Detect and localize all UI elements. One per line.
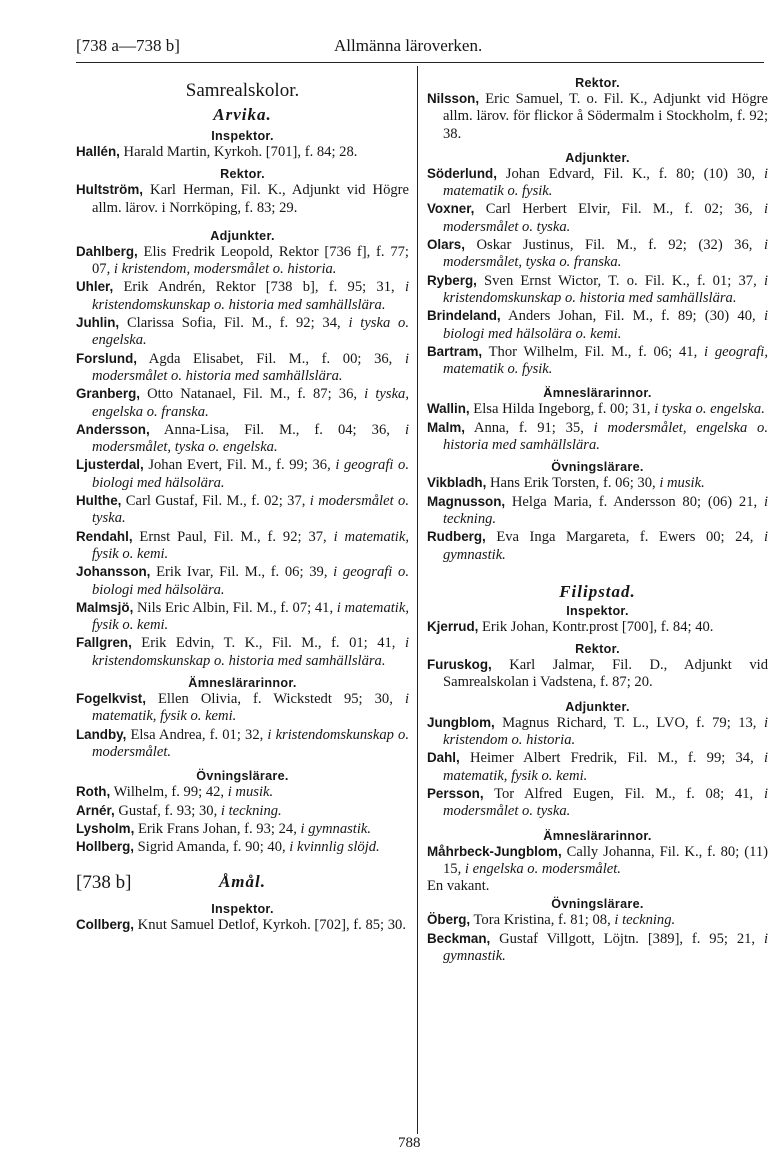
teaching-subjects: i matematik, fysik o. kemi.: [92, 691, 409, 725]
staff-entry: [427, 307, 768, 343]
staff-details: Wilhelm, f. 99; 42,: [110, 784, 228, 801]
heading-adjunkter: Adjunkter.: [210, 228, 275, 243]
teaching-subjects: i geografi, matematik o. fysik.: [443, 343, 768, 378]
staff-details: Elis Fredrik Leopold, Rektor [736 f], f. 77; 07,: [92, 243, 409, 278]
teaching-subjects: i modersmålet, engelska o. historia med samhällslära.: [443, 419, 768, 454]
staff-details: Ernst Paul, Fil. M., f. 92; 37,: [132, 528, 334, 545]
staff-entry: [76, 243, 409, 279]
staff-name: Granberg,: [76, 386, 140, 402]
staff-entry: [427, 843, 768, 879]
staff-details: Elsa Andrea, f. 01; 32,: [126, 726, 268, 743]
staff-details: Carl Herbert Elvir, Fil. M., f. 02; 36,: [474, 201, 764, 218]
staff-name: Landby,: [76, 726, 127, 742]
staff-details: Anna, f. 91; 35,: [464, 419, 594, 436]
staff-details: Helga Maria, f. Andersson 80; (06) 21,: [505, 493, 764, 510]
heading-rektor: Rektor.: [220, 167, 265, 182]
staff-name: Hollberg,: [76, 839, 135, 855]
staff-name: Fogelkvist,: [76, 691, 146, 707]
header-rule: [76, 62, 764, 63]
staff-details: Gustaf, f. 93; 30,: [114, 802, 221, 819]
staff-entry: [427, 785, 768, 821]
teaching-subjects: i biologi med hälsolära o. kemi.: [443, 308, 768, 342]
staff-entry: [76, 528, 409, 564]
teaching-subjects: i kristendomskunskap o. modersmålet.: [92, 726, 409, 760]
heading-amneslararinnor: Ämneslärarinnor.: [543, 828, 652, 843]
staff-details: Agda Elisabet, Fil. M., f. 00; 36,: [137, 350, 405, 367]
heading-inspektor: Inspektor.: [211, 902, 274, 917]
staff-details: Knut Samuel Detlof, Kyrkoh. [702], f. 85; 30.: [134, 917, 407, 934]
vacancy-note: En vakant.: [427, 878, 490, 895]
staff-entry: [76, 599, 409, 635]
staff-entry: [427, 419, 768, 455]
staff-name: Kjerrud,: [427, 618, 479, 634]
teaching-subjects: i matematik, fysik o. kemi.: [92, 599, 409, 634]
staff-details: Cally Johanna, Fil. K., f. 80; (11) 15,: [443, 843, 768, 877]
heading-adjunkter: Adjunkter.: [565, 150, 630, 165]
heading-ovningslarare: Övningslärare.: [551, 897, 644, 912]
amneslararinnor-list: [76, 690, 409, 761]
staff-name: Beckman,: [427, 930, 491, 946]
page-number: 788: [398, 1135, 421, 1151]
staff-entry: [427, 749, 768, 785]
staff-name: Andersson,: [76, 421, 150, 437]
teaching-subjects: i gymnastik.: [443, 529, 768, 563]
staff-details: Carl Gustaf, Fil. M., f. 02; 37,: [121, 493, 310, 510]
staff-details: Erik Ivar, Fil. M., f. 06; 39,: [150, 564, 334, 581]
staff-name: Nilsson,: [427, 91, 480, 106]
staff-name: Bartram,: [427, 343, 483, 359]
staff-entry: [76, 456, 409, 492]
teaching-subjects: i gymnastik.: [443, 930, 768, 964]
teaching-subjects: i kristendomskunskap o. historia med samhällslära.: [443, 272, 768, 306]
rektor-list: [427, 656, 768, 692]
teaching-subjects: i matematik, fysik o. kemi.: [92, 528, 409, 562]
staff-details: Erik Frans Johan, f. 93; 24,: [134, 820, 301, 837]
inspektor-list: [427, 618, 768, 636]
running-header: [76, 36, 764, 60]
column-divider: [417, 66, 418, 1134]
staff-entry: [427, 90, 768, 143]
town-heading-filipstad: Filipstad.: [559, 581, 636, 601]
staff-entry: [427, 400, 768, 418]
staff-name: Juhlin,: [76, 315, 120, 331]
staff-entry: [427, 474, 768, 492]
amneslararinnor-list: [427, 400, 768, 454]
staff-name: Forslund,: [76, 350, 137, 366]
staff-details: Ellen Olivia, f. Wickstedt 95; 30,: [145, 691, 405, 708]
staff-name: Dahl,: [427, 750, 460, 766]
teaching-subjects: i engelska o. modersmålet.: [464, 860, 621, 877]
teaching-subjects: i kristendom, modersmålet o. historia.: [113, 261, 337, 278]
staff-name: Collberg,: [76, 917, 135, 933]
rektor-list: [427, 90, 768, 143]
teaching-subjects: i modersmålet, tyska o. franska.: [443, 237, 768, 271]
staff-details: Gustaf Villgott, Löjtn. [389], f. 95; 21,: [490, 930, 764, 947]
staff-details: Magnus Richard, T. L., LVO, f. 79; 13,: [494, 714, 764, 731]
teaching-subjects: i tyska o. engelska.: [92, 315, 409, 349]
staff-name: Fallgren,: [76, 635, 132, 651]
town-heading-arvika: Arvika.: [213, 105, 272, 124]
teaching-subjects: i kvinnlig slöjd.: [289, 839, 380, 856]
teaching-subjects: i modersmålet o. historia med samhällslära.: [92, 350, 409, 384]
staff-entry: [427, 165, 768, 201]
staff-entry: [427, 930, 768, 966]
staff-details: Sven Ernst Wictor, T. o. Fil. K., f. 01; 37,: [476, 272, 764, 289]
staff-name: Ljusterdal,: [76, 457, 144, 473]
staff-details: Tora Kristina, f. 81; 08,: [470, 912, 615, 929]
staff-details: Eva Inga Margareta, f. Ewers 00; 24,: [485, 529, 764, 546]
teaching-subjects: i kristendomskunskap o. historia med samhällslära.: [92, 635, 409, 669]
staff-entry: [76, 350, 409, 386]
staff-name: Vikbladh,: [427, 475, 487, 491]
staff-entry: [427, 656, 768, 692]
staff-name: Dahlberg,: [76, 243, 138, 259]
staff-entry: [427, 714, 768, 750]
header-title: Allmänna läroverken.: [334, 36, 483, 55]
staff-name: Rudberg,: [427, 529, 486, 545]
staff-details: Erik Johan, Kontr.prost [700], f. 84; 40.: [478, 618, 714, 635]
inspektor-list: [76, 143, 409, 161]
staff-entry: [76, 181, 409, 217]
section-row-amal: [76, 866, 409, 896]
staff-entry: [76, 820, 409, 838]
left-column: [76, 66, 409, 935]
inspektor-list: [76, 916, 409, 934]
staff-name: Wallin,: [427, 401, 470, 417]
staff-details: Anna-Lisa, Fil. M., f. 04; 36,: [149, 421, 405, 438]
staff-entry: [76, 916, 409, 934]
teaching-subjects: i geografi o. biologi med hälsolära.: [92, 564, 409, 598]
staff-name: Arnér,: [76, 802, 115, 818]
staff-name: Magnusson,: [427, 493, 506, 509]
staff-entry: [76, 690, 409, 726]
staff-entry: [76, 634, 409, 670]
staff-name: Malmsjö,: [76, 599, 134, 615]
staff-details: Anders Johan, Fil. M., f. 89; (30) 40,: [500, 308, 764, 325]
staff-entry: [76, 563, 409, 599]
heading-inspektor: Inspektor.: [211, 129, 274, 143]
staff-entry: [427, 343, 768, 379]
teaching-subjects: i musik.: [227, 784, 274, 801]
ovningslarare-list: [427, 474, 768, 563]
staff-name: Uhler,: [76, 279, 114, 295]
heading-ovningslarare: Övningslärare.: [551, 460, 644, 475]
staff-entry: [427, 200, 768, 236]
heading-amneslararinnor: Ämneslärarinnor.: [188, 676, 297, 691]
staff-name: Öberg,: [427, 912, 471, 928]
section-ref-738b: [738 b]: [76, 872, 132, 894]
heading-ovningslarare: Övningslärare.: [196, 769, 289, 784]
staff-entry: [427, 236, 768, 272]
staff-name: Malm,: [427, 419, 465, 435]
teaching-subjects: i modersmålet o. tyska.: [443, 785, 768, 820]
staff-name: Roth,: [76, 784, 111, 800]
staff-name: Persson,: [427, 785, 484, 801]
teaching-subjects: i musik.: [659, 475, 705, 492]
amneslararinnor-list: [427, 843, 768, 879]
staff-name: Hultström,: [76, 182, 143, 198]
staff-details: Johan Edvard, Fil. K., f. 80; (10) 30,: [496, 165, 764, 182]
teaching-subjects: i tyska, engelska o. franska.: [92, 386, 409, 420]
rektor-list: [76, 181, 409, 217]
staff-details: Clarissa Sofia, Fil. M., f. 92; 34,: [119, 315, 349, 332]
teaching-subjects: i kristendomskunskap o. historia med samhällslära.: [92, 279, 409, 313]
staff-details: Hans Erik Torsten, f. 06; 30,: [486, 475, 660, 492]
staff-name: Voxner,: [427, 201, 475, 217]
staff-details: Oskar Justinus, Fil. M., f. 92; (32) 36,: [464, 237, 764, 254]
staff-entry: [427, 272, 768, 308]
staff-details: Johan Evert, Fil. M., f. 99; 36,: [143, 457, 336, 474]
staff-entry: [427, 618, 768, 636]
staff-details: Harald Martin, Kyrkoh. [701], f. 84; 28.: [119, 144, 358, 160]
staff-entry: [76, 726, 409, 762]
staff-details: Otto Natanael, Fil. M., f. 87; 36,: [140, 386, 365, 403]
ovningslarare-list: [76, 783, 409, 856]
school-type-heading: Samrealskolor.: [185, 80, 300, 101]
staff-entry: [76, 421, 409, 457]
staff-entry: [427, 528, 768, 564]
adjunkter-list: [427, 714, 768, 821]
heading-adjunkter: Adjunkter.: [565, 699, 630, 714]
staff-entry: [76, 802, 409, 820]
staff-name: Brindeland,: [427, 308, 501, 324]
header-section-ref: [738 a—738 b]: [76, 36, 180, 55]
staff-details: Thor Wilhelm, Fil. M., f. 06; 41,: [482, 343, 705, 360]
staff-entry: [76, 278, 409, 314]
staff-details: Elsa Hilda Ingeborg, f. 00; 31,: [469, 401, 655, 418]
staff-name: Måhrbeck-Jungblom,: [427, 843, 562, 859]
adjunkter-list: [76, 243, 409, 670]
staff-entry: [427, 493, 768, 529]
staff-details: Sigrid Amanda, f. 90; 40,: [134, 839, 290, 856]
heading-amneslararinnor: Ämneslärarinnor.: [543, 386, 652, 401]
heading-inspektor: Inspektor.: [566, 603, 629, 618]
ovningslarare-list: [427, 911, 768, 965]
staff-name: Furuskog,: [427, 657, 492, 673]
staff-name: Hallén,: [76, 144, 120, 159]
right-column: [427, 66, 768, 965]
staff-details: Erik Andrén, Rektor [738 b], f. 95; 31,: [113, 279, 405, 296]
staff-entry: [76, 385, 409, 421]
staff-details: Karl Jalmar, Fil. D., Adjunkt vid Samrealskolan i Vadstena, f. 87; 20.: [443, 657, 768, 691]
teaching-subjects: i tyska o. engelska.: [654, 401, 765, 418]
staff-details: Tor Alfred Eugen, Fil. M., f. 08; 41,: [483, 785, 764, 802]
staff-details: Karl Herman, Fil. K., Adjunkt vid Högre allm. lärov. i Norrköping, f. 83; 29.: [92, 182, 409, 216]
staff-entry: [76, 314, 409, 350]
staff-entry: [76, 492, 409, 528]
staff-name: Jungblom,: [427, 714, 495, 730]
teaching-subjects: i teckning.: [443, 493, 768, 527]
staff-details: Erik Edvin, T. K., Fil. M., f. 01; 41,: [131, 635, 405, 652]
staff-details: Heimer Albert Fredrik, Fil. M., f. 99; 34,: [459, 750, 764, 767]
teaching-subjects: i geografi o. biologi med hälsolära.: [92, 457, 409, 491]
teaching-subjects: i modersmålet o. tyska.: [92, 493, 409, 527]
staff-entry: [76, 838, 409, 856]
staff-name: Rendahl,: [76, 528, 133, 544]
staff-name: Söderlund,: [427, 165, 497, 181]
teaching-subjects: i teckning.: [614, 912, 676, 929]
teaching-subjects: i teckning.: [220, 802, 282, 819]
teaching-subjects: i kristendom o. historia.: [443, 714, 768, 749]
teaching-subjects: i modersmålet, tyska o. engelska.: [92, 421, 409, 456]
teaching-subjects: i modersmålet o. tyska.: [443, 201, 768, 235]
staff-name: Ryberg,: [427, 272, 477, 288]
staff-entry: [76, 783, 409, 801]
adjunkter-list: [427, 165, 768, 379]
staff-entry: [427, 911, 768, 929]
teaching-subjects: i gymnastik.: [300, 820, 372, 837]
heading-rektor: Rektor.: [575, 642, 620, 657]
staff-details: Eric Samuel, T. o. Fil. K., Adjunkt vid Högre allm. lärov. för flickor å Södermalm i Stockholm, f. 92; 38.: [443, 91, 768, 142]
staff-name: Olars,: [427, 237, 465, 253]
staff-name: Lysholm,: [76, 820, 135, 836]
teaching-subjects: i matematik o. fysik.: [443, 165, 768, 200]
town-heading-amal: Åmål.: [218, 872, 267, 892]
staff-name: Johansson,: [76, 564, 151, 580]
staff-name: Hulthe,: [76, 493, 122, 509]
teaching-subjects: i matematik, fysik o. kemi.: [443, 750, 768, 784]
staff-entry: [76, 143, 409, 161]
staff-details: Nils Eric Albin, Fil. M., f. 07; 41,: [133, 599, 337, 616]
heading-rektor: Rektor.: [575, 76, 620, 90]
